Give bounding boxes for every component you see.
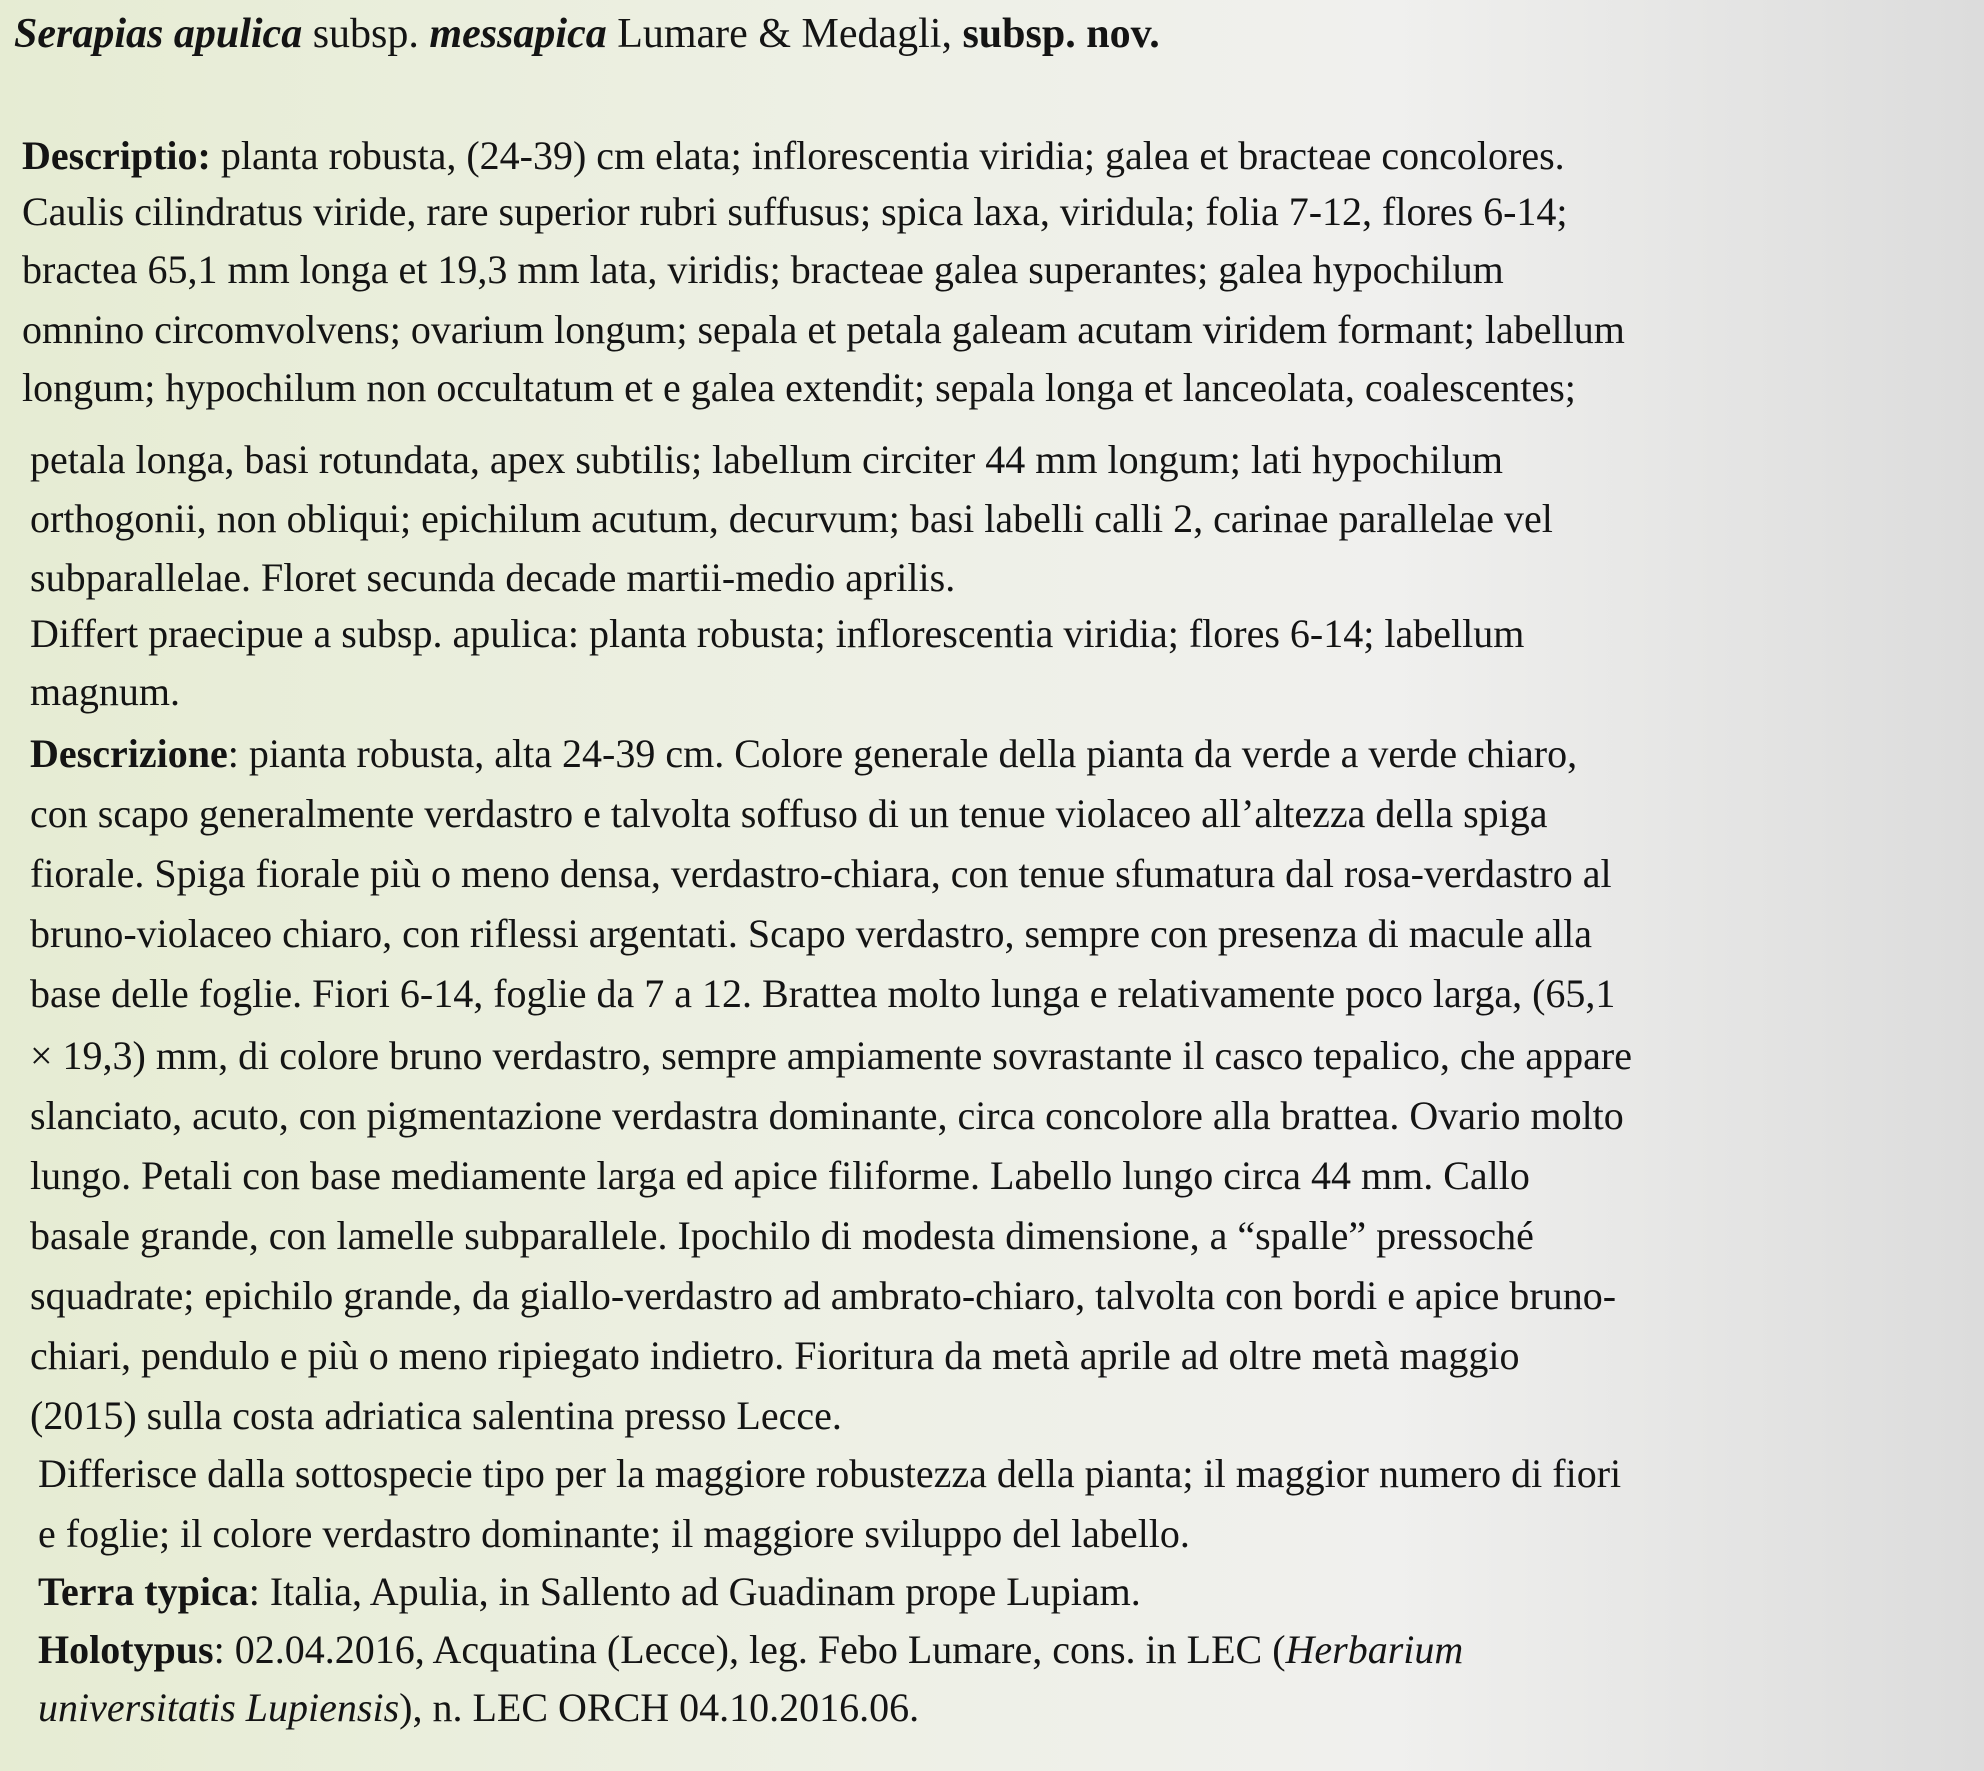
text-line: Differt praecipue a subsp. apulica: planta robusta; inflorescentia viridia; flores 6-14; labellum bbox=[30, 611, 1525, 656]
text-line bbox=[30, 730, 1577, 778]
text-line: orthogonii, non obliqui; epichilum acutum, decurvum; basi labelli calli 2, carinae parallelae vel bbox=[30, 496, 1553, 541]
title-status: subsp. nov. bbox=[962, 11, 1160, 57]
text-line: e foglie; il colore verdastro dominante; il maggiore sviluppo del labello. bbox=[38, 1511, 1190, 1556]
text-line: Differisce dalla sottospecie tipo per la maggiore robustezza della pianta; il maggior numero di fiori bbox=[38, 1451, 1622, 1496]
text-line: slanciato, acuto, con pigmentazione verdastra dominante, circa concolore alla brattea. Ovario molto bbox=[30, 1093, 1624, 1138]
text-line: petala longa, basi rotundata, apex subtilis; labellum circiter 44 mm longum; lati hypochilum bbox=[30, 437, 1504, 482]
text-line: base delle foglie. Fiori 6-14, foglie da 7 a 12. Brattea molto lunga e relativamente poco larga, (65,1 bbox=[30, 971, 1616, 1016]
text-line: chiari, pendulo e più o meno ripiegato indietro. Fioritura da metà aprile ad oltre metà maggio bbox=[30, 1333, 1520, 1378]
text-line: lungo. Petali con base mediamente larga ed apice filiforme. Labello lungo circa 44 mm. Callo bbox=[30, 1153, 1530, 1198]
text-line: (2015) sulla costa adriatica salentina presso Lecce. bbox=[30, 1393, 842, 1438]
line-text-italic: universitatis Lupiensis bbox=[38, 1685, 400, 1730]
title-subspecies: messapica bbox=[429, 11, 607, 57]
text-line: magnum. bbox=[30, 669, 180, 714]
text-line: subparallelae. Floret secunda decade martii-medio aprilis. bbox=[30, 555, 956, 600]
line-text-italic: Herbarium bbox=[1285, 1627, 1464, 1672]
text-line: bruno-violaceo chiaro, con riflessi argentati. Scapo verdastro, sempre con presenza di macule alla bbox=[30, 911, 1592, 956]
text-line: longum; hypochilum non occultatum et e galea extendit; sepala longa et lanceolata, coalescentes; bbox=[22, 365, 1576, 410]
text-line: × 19,3) mm, di colore bruno verdastro, sempre ampiamente sovrastante il casco tepalico, che appare bbox=[30, 1033, 1632, 1078]
text-line bbox=[38, 1568, 1141, 1616]
line-text: planta robusta, (24-39) cm elata; inflorescentia viridia; galea et bracteae concolores. bbox=[220, 133, 1565, 178]
title-rank: subsp. bbox=[312, 11, 419, 57]
text-line: basale grande, con lamelle subparallele. Ipochilo di modesta dimensione, a “spalle” pressoché bbox=[30, 1213, 1534, 1258]
section-label-descrizione: Descrizione bbox=[30, 731, 228, 776]
line-text: : 02.04.2016, Acquatina (Lecce), leg. Febo Lumare, cons. in LEC ( bbox=[213, 1627, 1286, 1672]
line-text: : pianta robusta, alta 24-39 cm. Colore generale della pianta da verde a verde chiaro, bbox=[227, 731, 1578, 776]
line-text: ), n. LEC ORCH 04.10.2016.06. bbox=[399, 1685, 920, 1730]
text-line: con scapo generalmente verdastro e talvolta soffuso di un tenue violaceo all’altezza della spiga bbox=[30, 791, 1548, 836]
section-label-holotypus: Holotypus bbox=[38, 1627, 214, 1672]
text-line: omnino circomvolvens; ovarium longum; sepala et petala galeam acutam viridem formant; labellum bbox=[22, 307, 1625, 352]
section-label-terra-typica: Terra typica bbox=[38, 1569, 249, 1614]
line-text: : Italia, Apulia, in Sallento ad Guadinam prope Lupiam. bbox=[248, 1569, 1141, 1614]
document-title bbox=[14, 10, 1160, 58]
text-line: bractea 65,1 mm longa et 19,3 mm lata, viridis; bracteae galea superantes; galea hypochilum bbox=[22, 247, 1504, 292]
text-line bbox=[38, 1626, 1463, 1674]
text-line: squadrate; epichilo grande, da giallo-verdastro ad ambrato-chiaro, talvolta con bordi e apice bruno- bbox=[30, 1273, 1617, 1318]
text-line bbox=[38, 1684, 919, 1732]
section-label-descriptio: Descriptio: bbox=[22, 133, 211, 178]
title-authors: Lumare & Medagli, bbox=[617, 11, 952, 57]
text-line bbox=[22, 132, 1565, 180]
text-line: fiorale. Spiga fiorale più o meno densa, verdastro-chiara, con tenue sfumatura dal rosa-verdastro al bbox=[30, 851, 1612, 896]
text-line: Caulis cilindratus viride, rare superior rubri suffusus; spica laxa, viridula; folia 7-12, flores 6-14; bbox=[22, 189, 1568, 234]
title-species: Serapias apulica bbox=[14, 11, 303, 57]
